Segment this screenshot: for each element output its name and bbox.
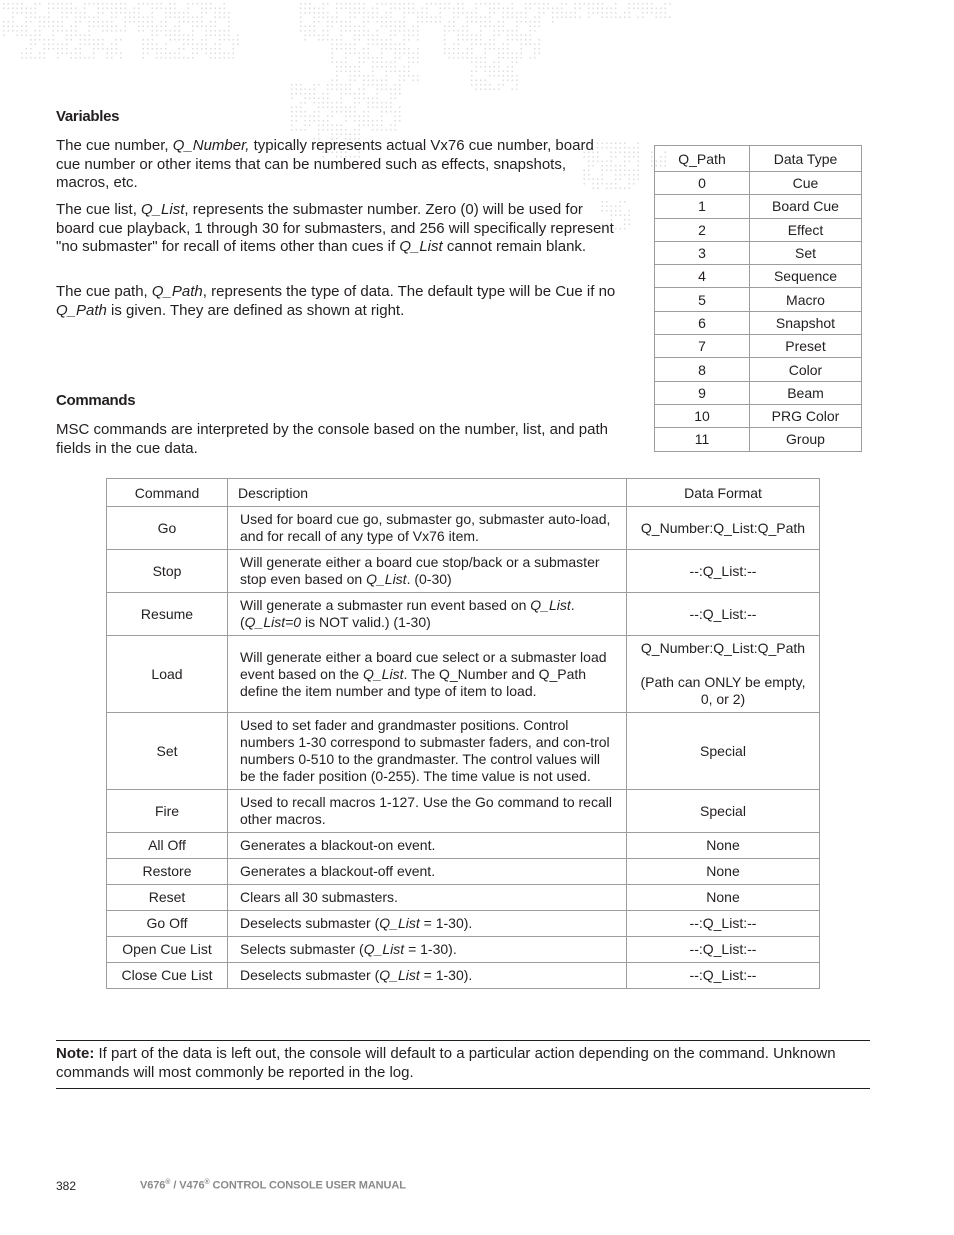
q-path-value: 8 [655, 358, 750, 381]
command-row [107, 937, 820, 963]
command-name: Fire [107, 790, 228, 833]
command-row [107, 636, 820, 713]
command-data-format: Special [627, 713, 820, 790]
q-path-value: 9 [655, 381, 750, 404]
data-type-value: Macro [750, 288, 862, 311]
q-path-row [655, 241, 862, 264]
q-path-value: 2 [655, 218, 750, 241]
q-path-header: Q_Path [655, 146, 750, 172]
command-description: Clears all 30 submasters. [228, 885, 627, 911]
command-row [107, 963, 820, 989]
command-name: Close Cue List [107, 963, 228, 989]
command-description: Used for board cue go, submaster go, submaster auto-load, and for recall of any type of Vx76 item. [228, 507, 627, 550]
q-path-value: 1 [655, 195, 750, 218]
command-data-format: --:Q_List:-- [627, 937, 820, 963]
variables-paragraph-q-number: The cue number, Q_Number, typically represents actual Vx76 cue number, board cue number or other items that can be numbered such as effects, snapshots, macros, etc. [56, 137, 594, 191]
data-type-value: Effect [750, 218, 862, 241]
command-row [107, 507, 820, 550]
footer-title: V676® / V476® CONTROL CONSOLE USER MANUAL [140, 1179, 406, 1192]
command-row [107, 790, 820, 833]
q-path-row [655, 358, 862, 381]
data-type-value: Color [750, 358, 862, 381]
commands-table-header [107, 479, 820, 507]
data-type-value: Board Cue [750, 195, 862, 218]
command-data-format: --:Q_List:-- [627, 963, 820, 989]
q-path-row [655, 195, 862, 218]
command-data-format: None [627, 885, 820, 911]
page-number: 382 [56, 1179, 77, 1193]
command-description: Deselects submaster (Q_List = 1-30). [228, 963, 627, 989]
command-data-format: --:Q_List:-- [627, 550, 820, 593]
command-data-format: Q_Number:Q_List:Q_Path (Path can ONLY be empty, 0, or 2) [627, 636, 820, 713]
command-description: Generates a blackout-off event. [228, 859, 627, 885]
q-path-value: 6 [655, 311, 750, 334]
data-type-value: Preset [750, 335, 862, 358]
variables-heading: Variables [56, 108, 120, 125]
data-type-value: Cue [750, 172, 862, 195]
q-path-value: 0 [655, 172, 750, 195]
q-path-row [655, 428, 862, 451]
command-name: All Off [107, 833, 228, 859]
q-path-row [655, 381, 862, 404]
commands-heading: Commands [56, 392, 136, 409]
command-data-format: Special [627, 790, 820, 833]
command-data-format: Q_Number:Q_List:Q_Path [627, 507, 820, 550]
command-data-format: None [627, 833, 820, 859]
q-path-table [654, 145, 862, 452]
commands-table [106, 478, 820, 989]
command-name: Reset [107, 885, 228, 911]
command-description: Will generate a submaster run event based on Q_List. (Q_List=0 is NOT valid.) (1-30) [228, 593, 627, 636]
q-path-row [655, 404, 862, 427]
command-row [107, 911, 820, 937]
data-type-value: Sequence [750, 265, 862, 288]
variables-paragraph-q-path: The cue path, Q_Path, represents the type of data. The default type will be Cue if no Q_Path is given. They are defined as shown at right. [56, 283, 616, 319]
command-data-format: None [627, 859, 820, 885]
data-type-value: Beam [750, 381, 862, 404]
command-name: Go [107, 507, 228, 550]
data-type-value: Group [750, 428, 862, 451]
command-row [107, 833, 820, 859]
q-path-row [655, 265, 862, 288]
q-path-table-header [655, 146, 862, 172]
command-row [107, 593, 820, 636]
command-description: Deselects submaster (Q_List = 1-30). [228, 911, 627, 937]
q-path-value: 7 [655, 335, 750, 358]
q-path-row [655, 335, 862, 358]
note-text: If part of the data is left out, the console will default to a particular action depending on the command. Unknown commands will most commonly be reported in the log. [56, 1045, 836, 1081]
command-description: Will generate either a board cue select or a submaster load event based on the Q_List. The Q_Number and Q_Path define the item number and type of item to load. [228, 636, 627, 713]
command-name: Load [107, 636, 228, 713]
data-type-value: Snapshot [750, 311, 862, 334]
command-data-format: --:Q_List:-- [627, 593, 820, 636]
q-path-row [655, 288, 862, 311]
description-header: Description [228, 479, 627, 507]
q-path-row [655, 172, 862, 195]
q-path-value: 11 [655, 428, 750, 451]
note [56, 1044, 856, 1082]
q-path-row [655, 311, 862, 334]
command-name: Open Cue List [107, 937, 228, 963]
q-path-row [655, 218, 862, 241]
data-type-value: PRG Color [750, 404, 862, 427]
commands-intro: MSC commands are interpreted by the console based on the number, list, and path fields in the cue data. [56, 421, 608, 457]
command-description: Used to set fader and grandmaster positions. Control numbers 1-30 correspond to submaster faders, and con-trol numbers 0-510 to the grandmaster. The control values will be the fader position (0-255). The time value is not used. [228, 713, 627, 790]
q-path-value: 5 [655, 288, 750, 311]
note-bottom-rule [56, 1088, 870, 1089]
variables-paragraph-q-list: The cue list, Q_List, represents the submaster number. Zero (0) will be used for board cue playback, 1 through 30 for submasters, and 256 will specifically represent "no submaster" for recall of items other than cues if Q_List cannot remain blank. [56, 201, 614, 255]
command-description: Used to recall macros 1-127. Use the Go command to recall other macros. [228, 790, 627, 833]
command-header: Command [107, 479, 228, 507]
command-row [107, 713, 820, 790]
command-description: Generates a blackout-on event. [228, 833, 627, 859]
data-format-header: Data Format [627, 479, 820, 507]
command-row [107, 885, 820, 911]
note-label: Note: [56, 1045, 95, 1062]
command-row [107, 859, 820, 885]
command-name: Go Off [107, 911, 228, 937]
command-name: Stop [107, 550, 228, 593]
command-name: Set [107, 713, 228, 790]
note-top-rule [56, 1040, 870, 1041]
command-row [107, 550, 820, 593]
command-description: Will generate either a board cue stop/back or a submaster stop even based on Q_List. (0-30) [228, 550, 627, 593]
command-name: Resume [107, 593, 228, 636]
q-path-value: 10 [655, 404, 750, 427]
q-path-value: 3 [655, 241, 750, 264]
q-path-value: 4 [655, 265, 750, 288]
command-data-format: --:Q_List:-- [627, 911, 820, 937]
command-description: Selects submaster (Q_List = 1-30). [228, 937, 627, 963]
data-type-value: Set [750, 241, 862, 264]
data-type-header: Data Type [750, 146, 862, 172]
command-name: Restore [107, 859, 228, 885]
